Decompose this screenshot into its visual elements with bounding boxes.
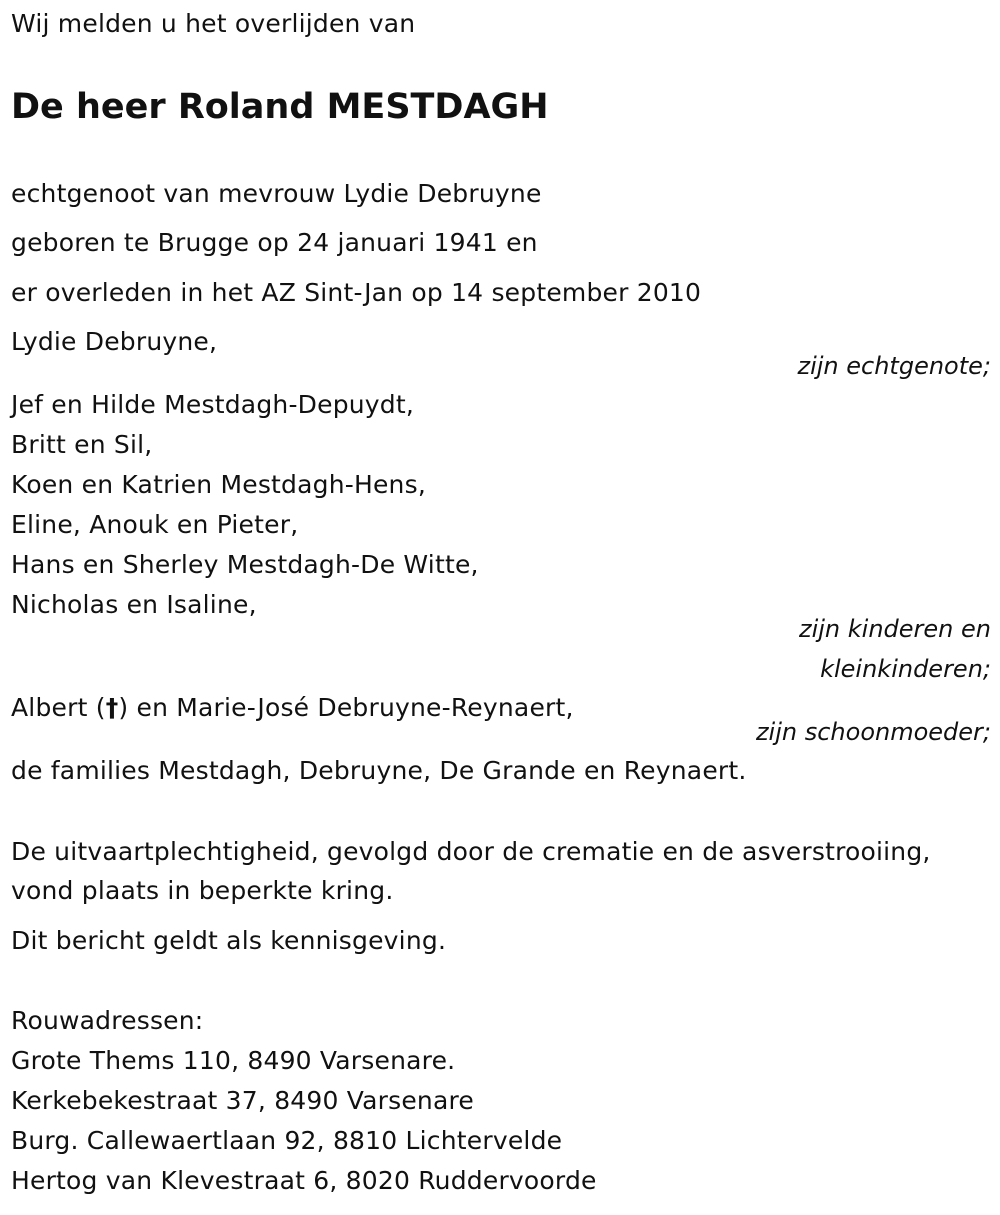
child-line: Nicholas en Isaline,: [11, 590, 257, 619]
obituary-notice: [11, 0, 991, 1215]
mother-in-law-name-part1: Albert (: [11, 693, 106, 722]
address-line: Grote Thems 110, 8490 Varsenare.: [11, 1046, 456, 1075]
child-line: Eline, Anouk en Pieter,: [11, 510, 299, 539]
child-line: Koen en Katrien Mestdagh-Hens,: [11, 470, 426, 499]
detail-spouse-line: echtgenoot van mevrouw Lydie Debruyne: [11, 179, 542, 208]
deceased-name: De heer Roland MESTDAGH: [11, 87, 549, 127]
notice-text: Dit bericht geldt als kennisgeving.: [11, 926, 447, 955]
addresses-heading: Rouwadressen:: [11, 1006, 204, 1035]
funeral-line1: De uitvaartplechtigheid, gevolgd door de crematie en de asverstrooiing,: [11, 837, 931, 866]
detail-death-line: er overleden in het AZ Sint-Jan op 14 september 2010: [11, 278, 702, 307]
spouse-role: zijn echtgenote;: [797, 352, 991, 380]
child-line: Hans en Sherley Mestdagh-De Witte,: [11, 550, 479, 579]
children-role-line1: zijn kinderen en: [799, 615, 991, 643]
detail-birth-line: geboren te Brugge op 24 januari 1941 en: [11, 228, 538, 257]
address-line: Hertog van Klevestraat 6, 8020 Ruddervoorde: [11, 1166, 597, 1195]
mother-in-law-role: zijn schoonmoeder;: [755, 718, 991, 746]
mother-in-law-name: [11, 688, 574, 728]
intro-text: Wij melden u het overlijden van: [11, 9, 416, 38]
spouse-name: Lydie Debruyne,: [11, 327, 218, 356]
child-line: Britt en Sil,: [11, 430, 153, 459]
address-line: Kerkebekestraat 37, 8490 Varsenare: [11, 1086, 475, 1115]
address-line: Burg. Callewaertlaan 92, 8810 Lichtervelde: [11, 1126, 563, 1155]
funeral-line2: vond plaats in beperkte kring.: [11, 876, 394, 905]
children-role-line2: kleinkinderen;: [820, 655, 991, 683]
mother-in-law-name-part2: ) en Marie-José Debruyne-Reynaert,: [118, 693, 574, 722]
families-line: de families Mestdagh, Debruyne, De Grande en Reynaert.: [11, 756, 747, 785]
cross-icon: †: [105, 693, 119, 722]
child-line: Jef en Hilde Mestdagh-Depuydt,: [11, 390, 415, 419]
